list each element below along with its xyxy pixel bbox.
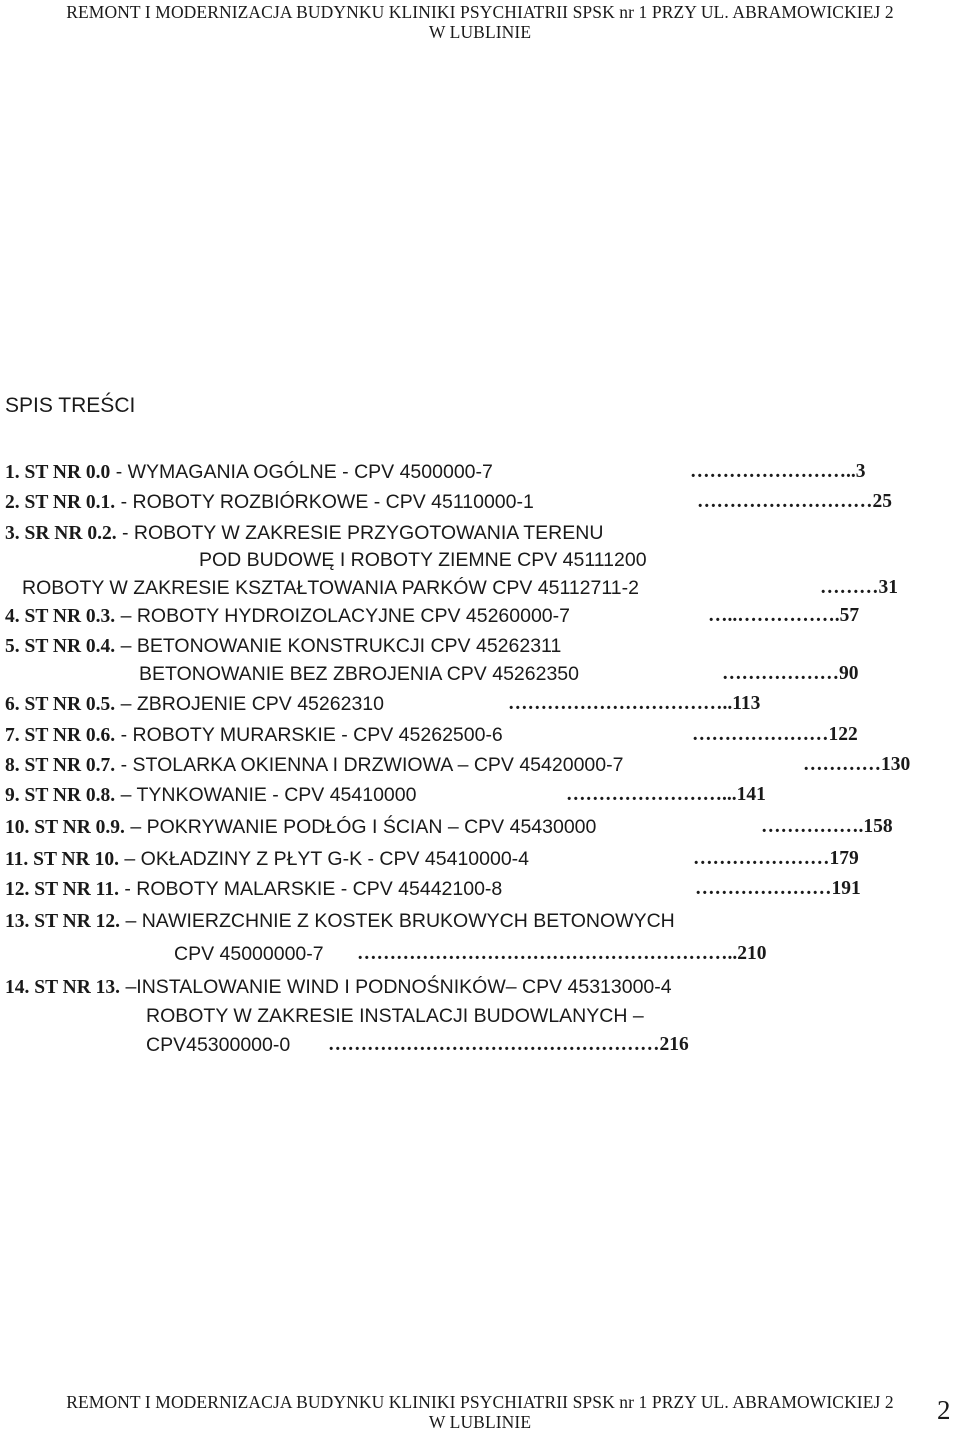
toc-entry-2[interactable] — [5, 489, 534, 516]
toc-entry-14-line-2: ROBOTY W ZAKRESIE INSTALACJI BUDOWLANYCH – — [146, 1005, 644, 1027]
toc-entry-number: 8. ST NR 0.7. — [5, 755, 116, 776]
toc-entry-5-page: ………………90 — [722, 663, 859, 684]
toc-entry-number: 10. ST NR 0.9. — [5, 817, 125, 838]
toc-entry-8-page: …………130 — [803, 754, 911, 775]
toc-entry-number: 13. ST NR 12. — [5, 911, 121, 932]
toc-entry-number: 5. ST NR 0.4. — [5, 636, 116, 657]
toc-entry-9[interactable] — [5, 782, 416, 809]
toc-entry-11-page: …………………179 — [693, 848, 859, 869]
toc-entry-3-line-3: ROBOTY W ZAKRESIE KSZTAŁTOWANIA PARKÓW CPV 45112711-2 — [22, 577, 639, 599]
toc-entry-title: –INSTALOWANIE WIND I PODNOŚNIKÓW– CPV 45313000-4 — [120, 976, 672, 998]
toc-entry-14-page: ……………………………………………216 — [328, 1034, 689, 1055]
toc-entry-title: – NAWIERZCHNIE Z KOSTEK BRUKOWYCH BETONOWYCH — [120, 910, 675, 932]
toc-entry-6-page: ……………………………..113 — [508, 693, 761, 714]
toc-entry-10[interactable] — [5, 814, 596, 841]
page-number: 2 — [937, 1395, 951, 1425]
toc-entry-number: 4. ST NR 0.3. — [5, 606, 116, 627]
toc-entry-6[interactable] — [5, 691, 384, 718]
toc-entry-4[interactable] — [5, 603, 570, 630]
footer-line-2: W LUBLINIE — [428, 1412, 532, 1432]
header-line-1: REMONT I MODERNIZACJA BUDYNKU KLINIKI PSYCHIATRII SPSK nr 1 PRZY UL. ABRAMOWICKIEJ 2 — [66, 2, 894, 22]
toc-entry-title: – ROBOTY HYDROIZOLACYJNE CPV 45260000-7 — [115, 605, 570, 627]
toc-entry-2-page: ………………………25 — [697, 491, 892, 512]
toc-entry-title: - ROBOTY W ZAKRESIE PRZYGOTOWANIA TERENU — [116, 522, 604, 544]
toc-entry-1-page: ……………………..3 — [690, 461, 866, 482]
toc-entry-title: – TYNKOWANIE - CPV 45410000 — [115, 784, 417, 806]
toc-entry-11[interactable] — [5, 846, 529, 873]
toc-entry-3-page: ………31 — [820, 577, 898, 598]
toc-entry-3-line-2: POD BUDOWĘ I ROBOTY ZIEMNE CPV 45111200 — [199, 549, 647, 571]
toc-entry-13[interactable] — [5, 908, 675, 935]
toc-entry-number: 6. ST NR 0.5. — [5, 694, 116, 715]
toc-entry-12-page: …………………191 — [695, 878, 861, 899]
toc-entry-10-page: …………….158 — [761, 816, 893, 837]
toc-entry-title: – BETONOWANIE KONSTRUKCJI CPV 45262311 — [115, 635, 562, 657]
toc-entry-number: 2. ST NR 0.1. — [5, 492, 116, 513]
toc-entry-title: - STOLARKA OKIENNA I DRZWIOWA – CPV 45420000-7 — [115, 754, 624, 776]
toc-entry-12[interactable] — [5, 876, 502, 903]
toc-entry-13-page: …………………………………………………..210 — [357, 943, 767, 964]
toc-entry-8[interactable] — [5, 752, 623, 779]
toc-entry-7-page: …………………122 — [692, 724, 858, 745]
toc-entry-number: 11. ST NR 10. — [5, 849, 119, 870]
toc-entry-7[interactable] — [5, 722, 503, 749]
toc-entry-title: - ROBOTY ROZBIÓRKOWE - CPV 45110000-1 — [115, 491, 534, 513]
toc-entry-13-line-2: CPV 45000000-7 — [174, 943, 324, 965]
toc-entry-5-line-2: BETONOWANIE BEZ ZBROJENIA CPV 45262350 — [139, 663, 579, 685]
toc-entry-number: 7. ST NR 0.6. — [5, 725, 116, 746]
footer-line-1: REMONT I MODERNIZACJA BUDYNKU KLINIKI PSYCHIATRII SPSK nr 1 PRZY UL. ABRAMOWICKIEJ 2 — [66, 1392, 894, 1412]
toc-entry-14-line-3: CPV45300000-0 — [146, 1034, 291, 1056]
toc-entry-number: 9. ST NR 0.8. — [5, 785, 116, 806]
toc-entry-5[interactable] — [5, 633, 561, 660]
toc-entry-3[interactable] — [5, 520, 603, 547]
toc-entry-title: – OKŁADZINY Z PŁYT G-K - CPV 45410000-4 — [118, 848, 530, 870]
toc-entry-number: 12. ST NR 11. — [5, 879, 119, 900]
toc-entry-title: - ROBOTY MURARSKIE - CPV 45262500-6 — [115, 724, 503, 746]
toc-entry-title: – ZBROJENIE CPV 45262310 — [115, 693, 384, 715]
toc-title: SPIS TREŚCI — [5, 394, 136, 417]
toc-entry-1[interactable] — [5, 459, 493, 486]
toc-entry-14[interactable] — [5, 974, 672, 1001]
toc-entry-number: 14. ST NR 13. — [5, 977, 121, 998]
toc-entry-number: 3. SR NR 0.2. — [5, 523, 117, 544]
toc-entry-9-page: ……………………...141 — [566, 784, 766, 805]
toc-entry-4-page: …..…………….57 — [708, 605, 860, 626]
toc-entry-title: – POKRYWANIE PODŁÓG I ŚCIAN – CPV 45430000 — [124, 816, 597, 838]
toc-entry-title: - WYMAGANIA OGÓLNE - CPV 4500000-7 — [110, 461, 493, 483]
page-footer — [0, 1392, 960, 1432]
toc-entry-number: 1. ST NR 0.0 — [5, 462, 111, 483]
toc-entry-title: - ROBOTY MALARSKIE - CPV 45442100-8 — [118, 878, 503, 900]
header-line-2: W LUBLINIE — [428, 22, 532, 42]
